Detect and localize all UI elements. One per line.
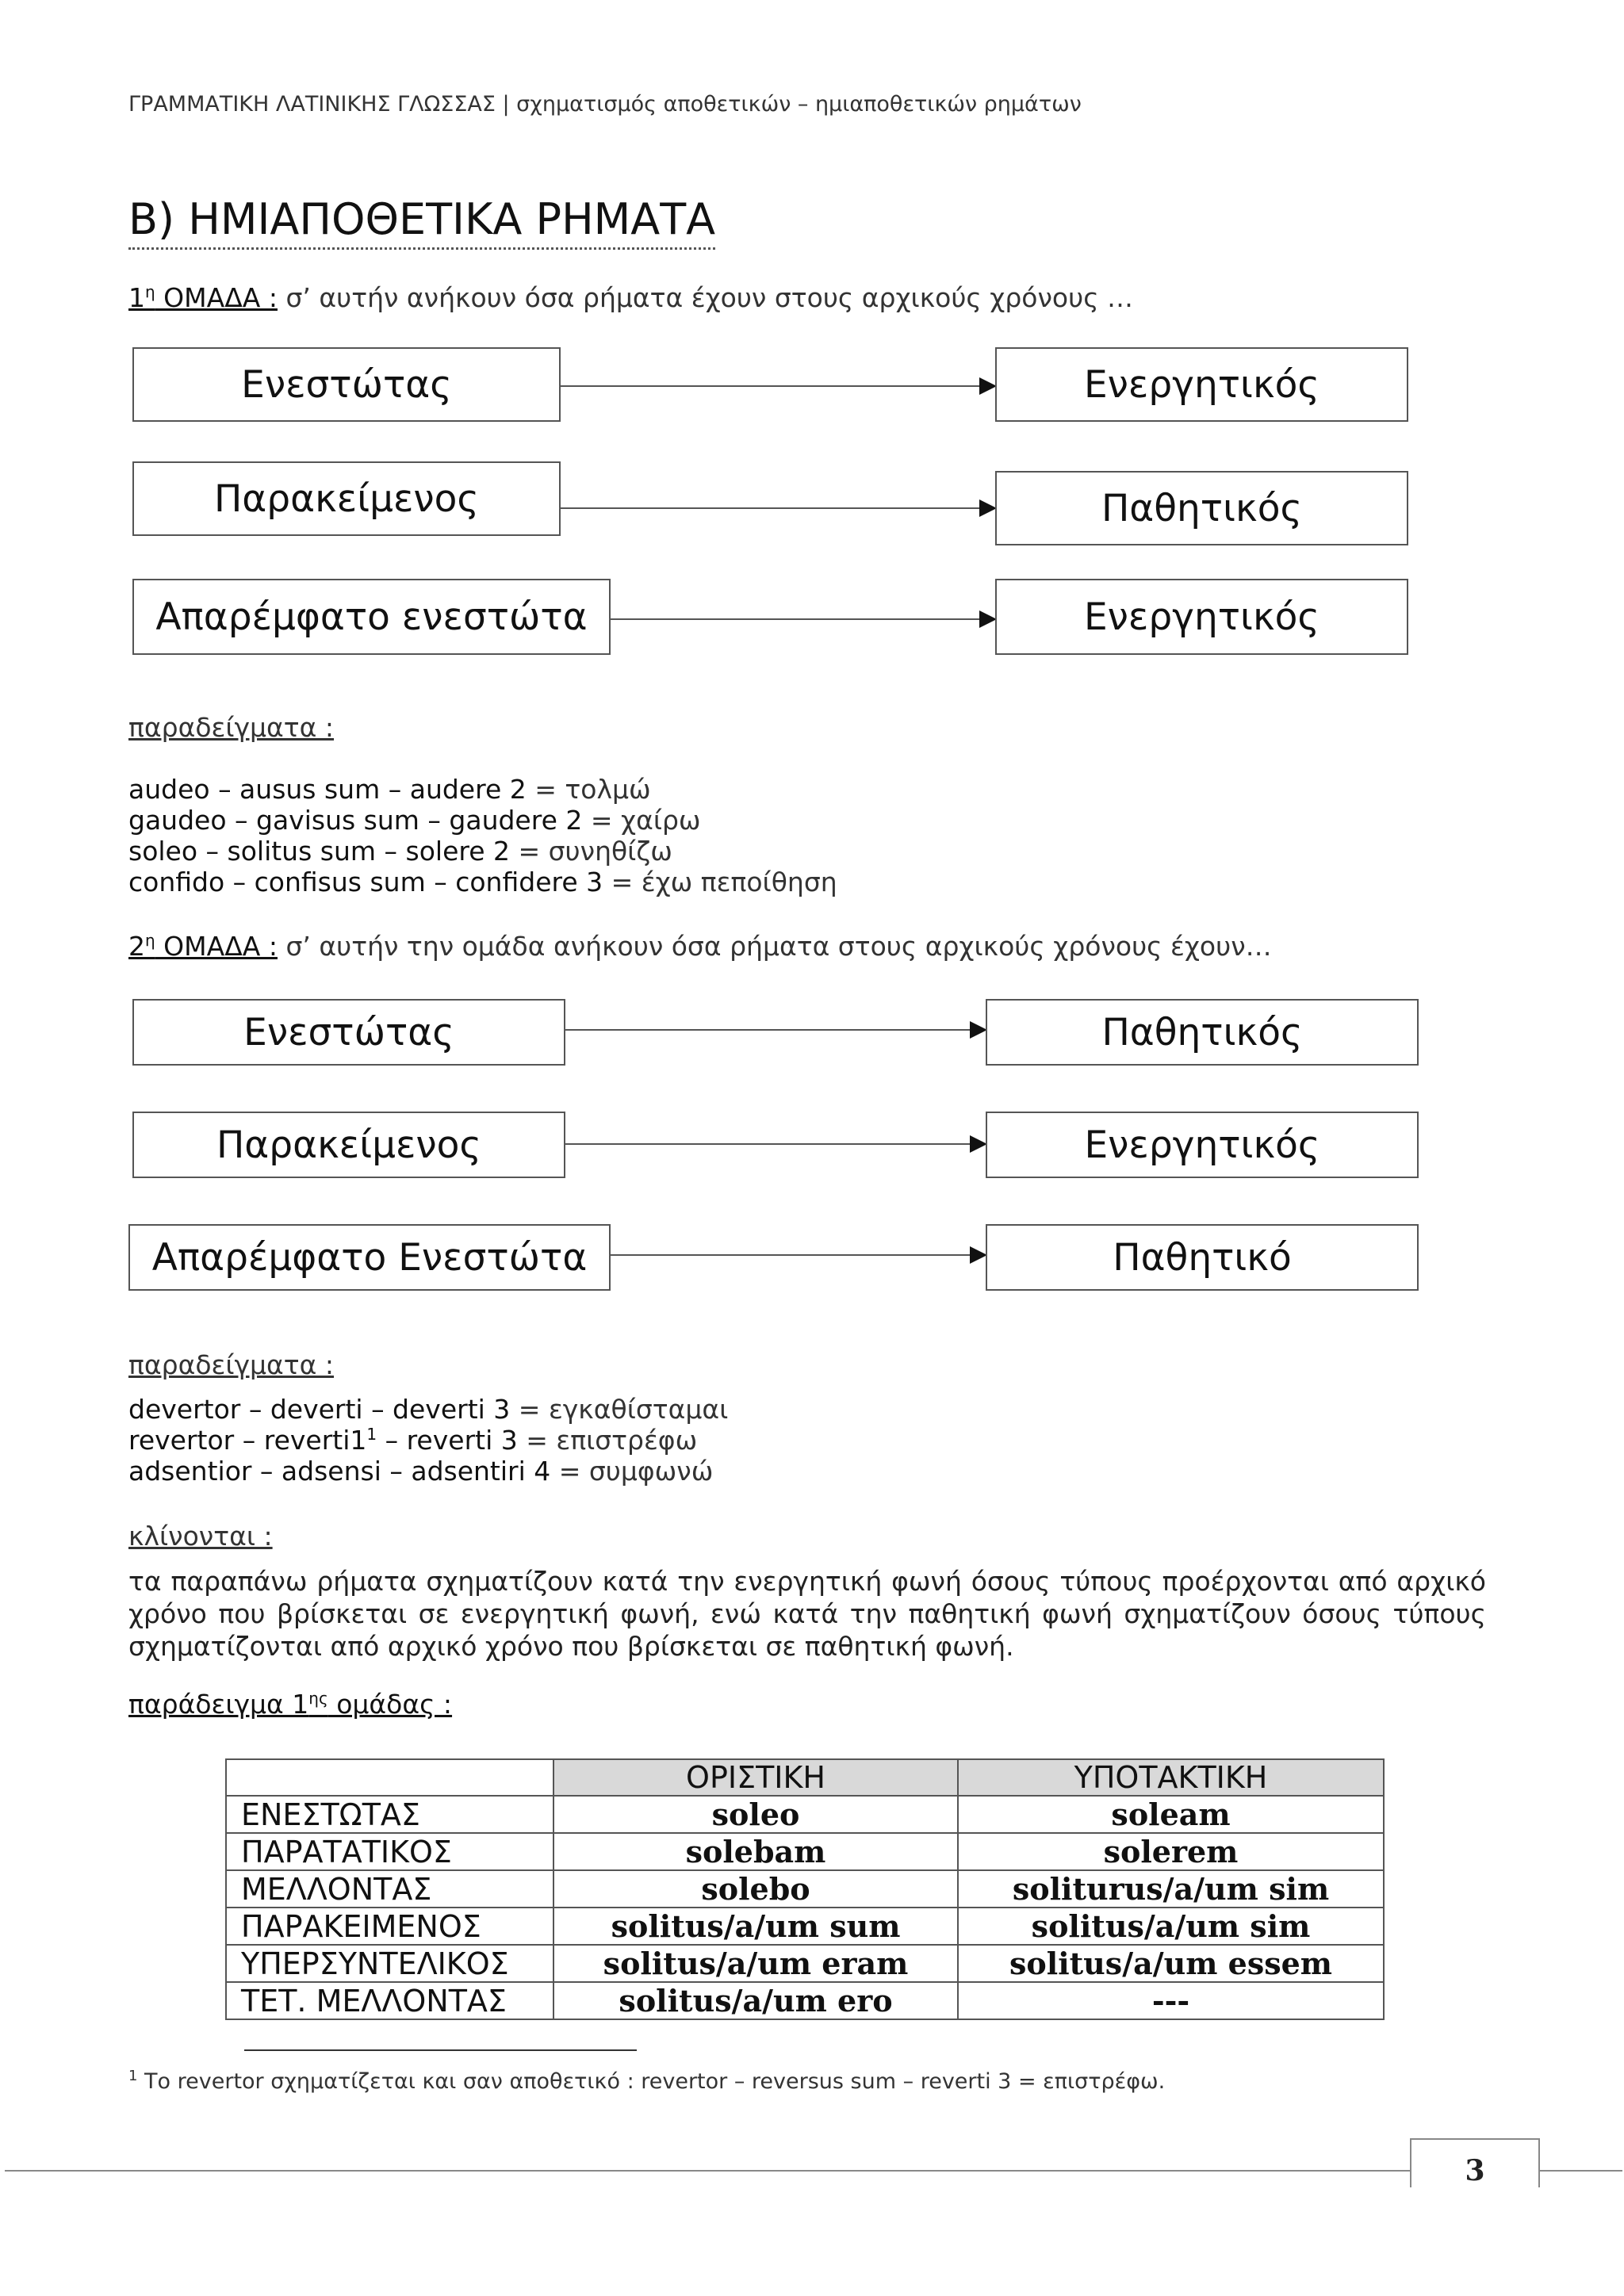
g2-arrow-1 <box>565 1029 986 1031</box>
table-row <box>226 1796 1384 1833</box>
tense-cell: ΠΑΡΑΚΕΙΜΕΝΟΣ <box>226 1908 553 1945</box>
footer-line <box>5 2170 1622 2172</box>
example-group1-label: παράδειγμα $1^{\eta\varsigma}$ ομάδας : <box>128 1689 453 1720</box>
group1-label: $1^\eta$ ΟΜΑΔΑ : <box>128 282 278 313</box>
g1-left-box-2: Παρακείμενος <box>132 461 561 536</box>
footnote-ref: 1 <box>366 1425 377 1444</box>
g2-right-box-3: Παθητικό <box>986 1224 1419 1291</box>
tense-cell: ΕΝΕΣΤΩΤΑΣ <box>226 1796 553 1833</box>
g1-example-1: audeo – ausus sum – audere 2 = τολμώ <box>128 774 651 805</box>
g1-right-box-1: Ενεργητικός <box>995 347 1408 422</box>
g2-arrow-2 <box>565 1143 986 1145</box>
conjugation-table <box>225 1758 1385 2020</box>
g1-right-box-3: Ενεργητικός <box>995 579 1408 655</box>
g2-left-box-3: Απαρέμφατο Ενεστώτα <box>128 1224 611 1291</box>
group1-intro: $1^\eta$ ΟΜΑΔΑ : σ’ αυτήν ανήκουν όσα ρήματα έχουν στους αρχικούς χρόνους … <box>128 282 1134 313</box>
indicative-cell: solebam <box>553 1833 958 1870</box>
header-subjunctive: ΥΠΟΤΑΚΤΙΚΗ <box>958 1759 1384 1796</box>
subjunctive-cell: solitus/a/um essem <box>958 1945 1384 1982</box>
footnote-separator <box>244 2049 637 2051</box>
conjugation-paragraph: τα παραπάνω ρήματα σχηματίζουν κατά την ενεργητική φωνή όσους τύπους προέρχονται από αρχικό χρόνο που βρίσκεται σε ενεργητική φωνή, ενώ κατά την παθητική φωνή σχηματίζουν όσους τύπους σχηματίζονται από αρχικό χρόνο που βρίσκεται σε παθητική φωνή. <box>128 1566 1486 1662</box>
tense-cell: ΜΕΛΛΟΝΤΑΣ <box>226 1870 553 1908</box>
g1-example-2: gaudeo – gavisus sum – gaudere 2 = χαίρω <box>128 805 701 836</box>
indicative-cell: solitus/a/um ero <box>553 1982 958 2019</box>
g2-example-1: devertor – deverti – deverti 3 = εγκαθίσταμαι <box>128 1394 729 1425</box>
tense-cell: ΥΠΕΡΣΥΝΤΕΛΙΚΟΣ <box>226 1945 553 1982</box>
g1-arrow-1 <box>561 385 995 387</box>
indicative-cell: solitus/a/um eram <box>553 1945 958 1982</box>
table-row <box>226 1833 1384 1870</box>
subjunctive-cell: --- <box>958 1982 1384 2019</box>
table-row <box>226 1870 1384 1908</box>
g1-example-4: confido – confisus sum – confidere 3 = έχω πεποίθηση <box>128 867 837 897</box>
g1-left-box-3: Απαρέμφατο ενεστώτα <box>132 579 611 655</box>
indicative-cell: solebo <box>553 1870 958 1908</box>
g1-right-box-2: Παθητικός <box>995 471 1408 545</box>
g2-examples-label: παραδείγματα : <box>128 1349 335 1380</box>
subjunctive-cell: solerem <box>958 1833 1384 1870</box>
g1-arrow-3 <box>611 618 995 620</box>
table-header-row <box>226 1759 1384 1796</box>
group2-intro: $2^\eta$ ΟΜΑΔΑ : σ’ αυτήν την ομάδα ανήκουν όσα ρήματα στους αρχικούς χρόνους έχουν… <box>128 931 1272 962</box>
footnote: $^1$ Το revertor σχηματίζεται και σαν αποθετικό : revertor – reversus sum – reverti 3 = επιστρέφω. <box>128 2068 1166 2094</box>
g2-left-box-2: Παρακείμενος <box>132 1112 565 1178</box>
page-number: 3 <box>1410 2138 1540 2187</box>
table-corner-cell <box>226 1759 553 1796</box>
g2-example-3: adsentior – adsensi – adsentiri 4 = συμφωνώ <box>128 1456 714 1487</box>
tense-cell: ΠΑΡΑΤΑΤΙΚΟΣ <box>226 1833 553 1870</box>
section-title: Β) ΗΜΙΑΠΟΘΕΤΙΚΑ ΡΗΜΑΤΑ <box>128 194 715 250</box>
subjunctive-cell: soleam <box>958 1796 1384 1833</box>
header-indicative: ΟΡΙΣΤΙΚΗ <box>553 1759 958 1796</box>
g2-right-box-1: Παθητικός <box>986 999 1419 1066</box>
subjunctive-cell: solitus/a/um sim <box>958 1908 1384 1945</box>
subjunctive-cell: soliturus/a/um sim <box>958 1870 1384 1908</box>
tense-cell: ΤΕΤ. ΜΕΛΛΟΝΤΑΣ <box>226 1982 553 2019</box>
g2-left-box-1: Ενεστώτας <box>132 999 565 1066</box>
g1-left-box-1: Ενεστώτας <box>132 347 561 422</box>
g2-right-box-2: Ενεργητικός <box>986 1112 1419 1178</box>
table-row <box>226 1945 1384 1982</box>
g2-arrow-3 <box>611 1254 986 1256</box>
table-row <box>226 1908 1384 1945</box>
indicative-cell: solitus/a/um sum <box>553 1908 958 1945</box>
running-header: ΓΡΑΜΜΑΤΙΚΗ ΛΑΤΙΝΙΚΗΣ ΓΛΩΣΣΑΣ | σχηματισμός αποθετικών – ημιαποθετικών ρημάτων <box>128 92 1082 117</box>
g2-example-2: revertor – $reverti1^1$ – reverti 3 = επιστρέφω <box>128 1425 698 1456</box>
indicative-cell: soleo <box>553 1796 958 1833</box>
g1-arrow-2 <box>561 507 995 509</box>
g1-example-3: soleo – solitus sum – solere 2 = συνηθίζω <box>128 836 672 867</box>
table-row <box>226 1982 1384 2019</box>
conjugation-label: κλίνονται : <box>128 1521 273 1552</box>
group2-label: $2^\eta$ ΟΜΑΔΑ : <box>128 931 278 962</box>
g1-examples-label: παραδείγματα : <box>128 712 335 743</box>
